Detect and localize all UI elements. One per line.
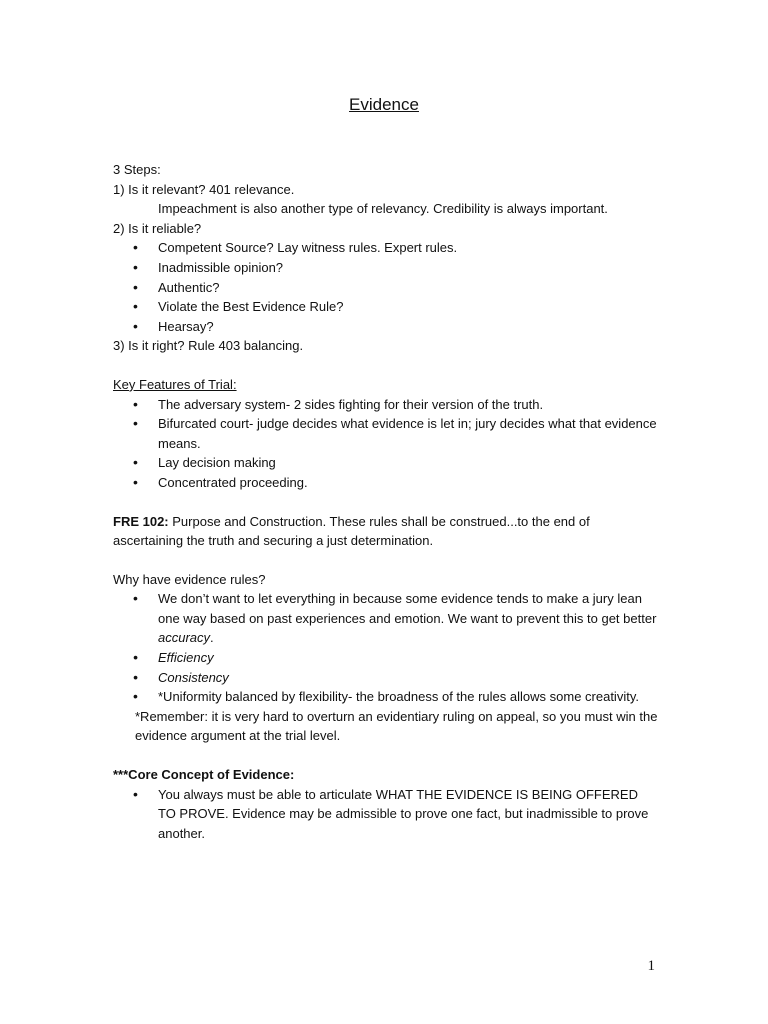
document-body (113, 160, 658, 843)
list-item: • Competent Source? Lay witness rules. Expert rules. (113, 238, 658, 258)
fre-102-paragraph (113, 512, 658, 551)
core-concept-list (113, 785, 658, 844)
list-item: • Bifurcated court- judge decides what evidence is let in; jury decides what that evidence means. (113, 414, 658, 453)
step-1: 1) Is it relevant? 401 relevance. (113, 181, 295, 197)
list-item-emphasis: accuracy (158, 630, 211, 646)
list-item-end: . (210, 630, 214, 646)
step-2: 2) Is it reliable? (113, 220, 202, 236)
list-item: • Authentic? (113, 278, 658, 298)
list-item: • Violate the Best Evidence Rule? (113, 297, 658, 317)
fre-102-label: FRE 102: (113, 513, 169, 529)
list-item (113, 589, 658, 648)
steps-heading: 3 Steps: (113, 162, 161, 177)
list-item: • Consistency (113, 668, 658, 688)
list-item: • The adversary system- 2 sides fighting for their version of the truth. (113, 395, 658, 415)
why-rules-heading: Why have evidence rules? (113, 571, 266, 587)
list-item: • Lay decision making (113, 453, 658, 473)
page-title: Evidence (349, 95, 419, 114)
step-1-note: Impeachment is also another type of relevancy. Credibility is always important. (158, 201, 608, 217)
core-concept-heading: ***Core Concept of Evidence: (113, 767, 295, 783)
list-item: • Efficiency (113, 648, 658, 668)
why-rules-list (113, 589, 658, 707)
page-number: 1 (647, 958, 655, 974)
remember-note: *Remember: it is very hard to overturn an evidentiary ruling on appeal, so you must win the evidence argument at the trial level. (135, 708, 658, 744)
key-features-list (113, 395, 658, 493)
list-item: • Concentrated proceeding. (113, 473, 658, 493)
list-item: • *Uniformity balanced by flexibility- the broadness of the rules allows some creativity. (113, 687, 658, 707)
list-item: • Hearsay? (113, 317, 658, 337)
step-3: 3) Is it right? Rule 403 balancing. (113, 338, 304, 354)
step-2-list (113, 238, 658, 336)
fre-102-text: Purpose and Construction. These rules shall be construed...to the end of ascertaining the truth and securing a just determination. (113, 513, 590, 549)
list-item: • You always must be able to articulate WHAT THE EVIDENCE IS BEING OFFERED TO PROVE. Evidence may be admissible to prove one fact, but inadmissible to prove another. (113, 785, 658, 844)
list-item: • Inadmissible opinion? (113, 258, 658, 278)
list-item-text: We don’t want to let everything in because some evidence tends to make a jury lean one way based on past experiences and emotion. We want to prevent this to get better (158, 591, 657, 626)
key-features-heading: Key Features of Trial: (113, 376, 237, 392)
